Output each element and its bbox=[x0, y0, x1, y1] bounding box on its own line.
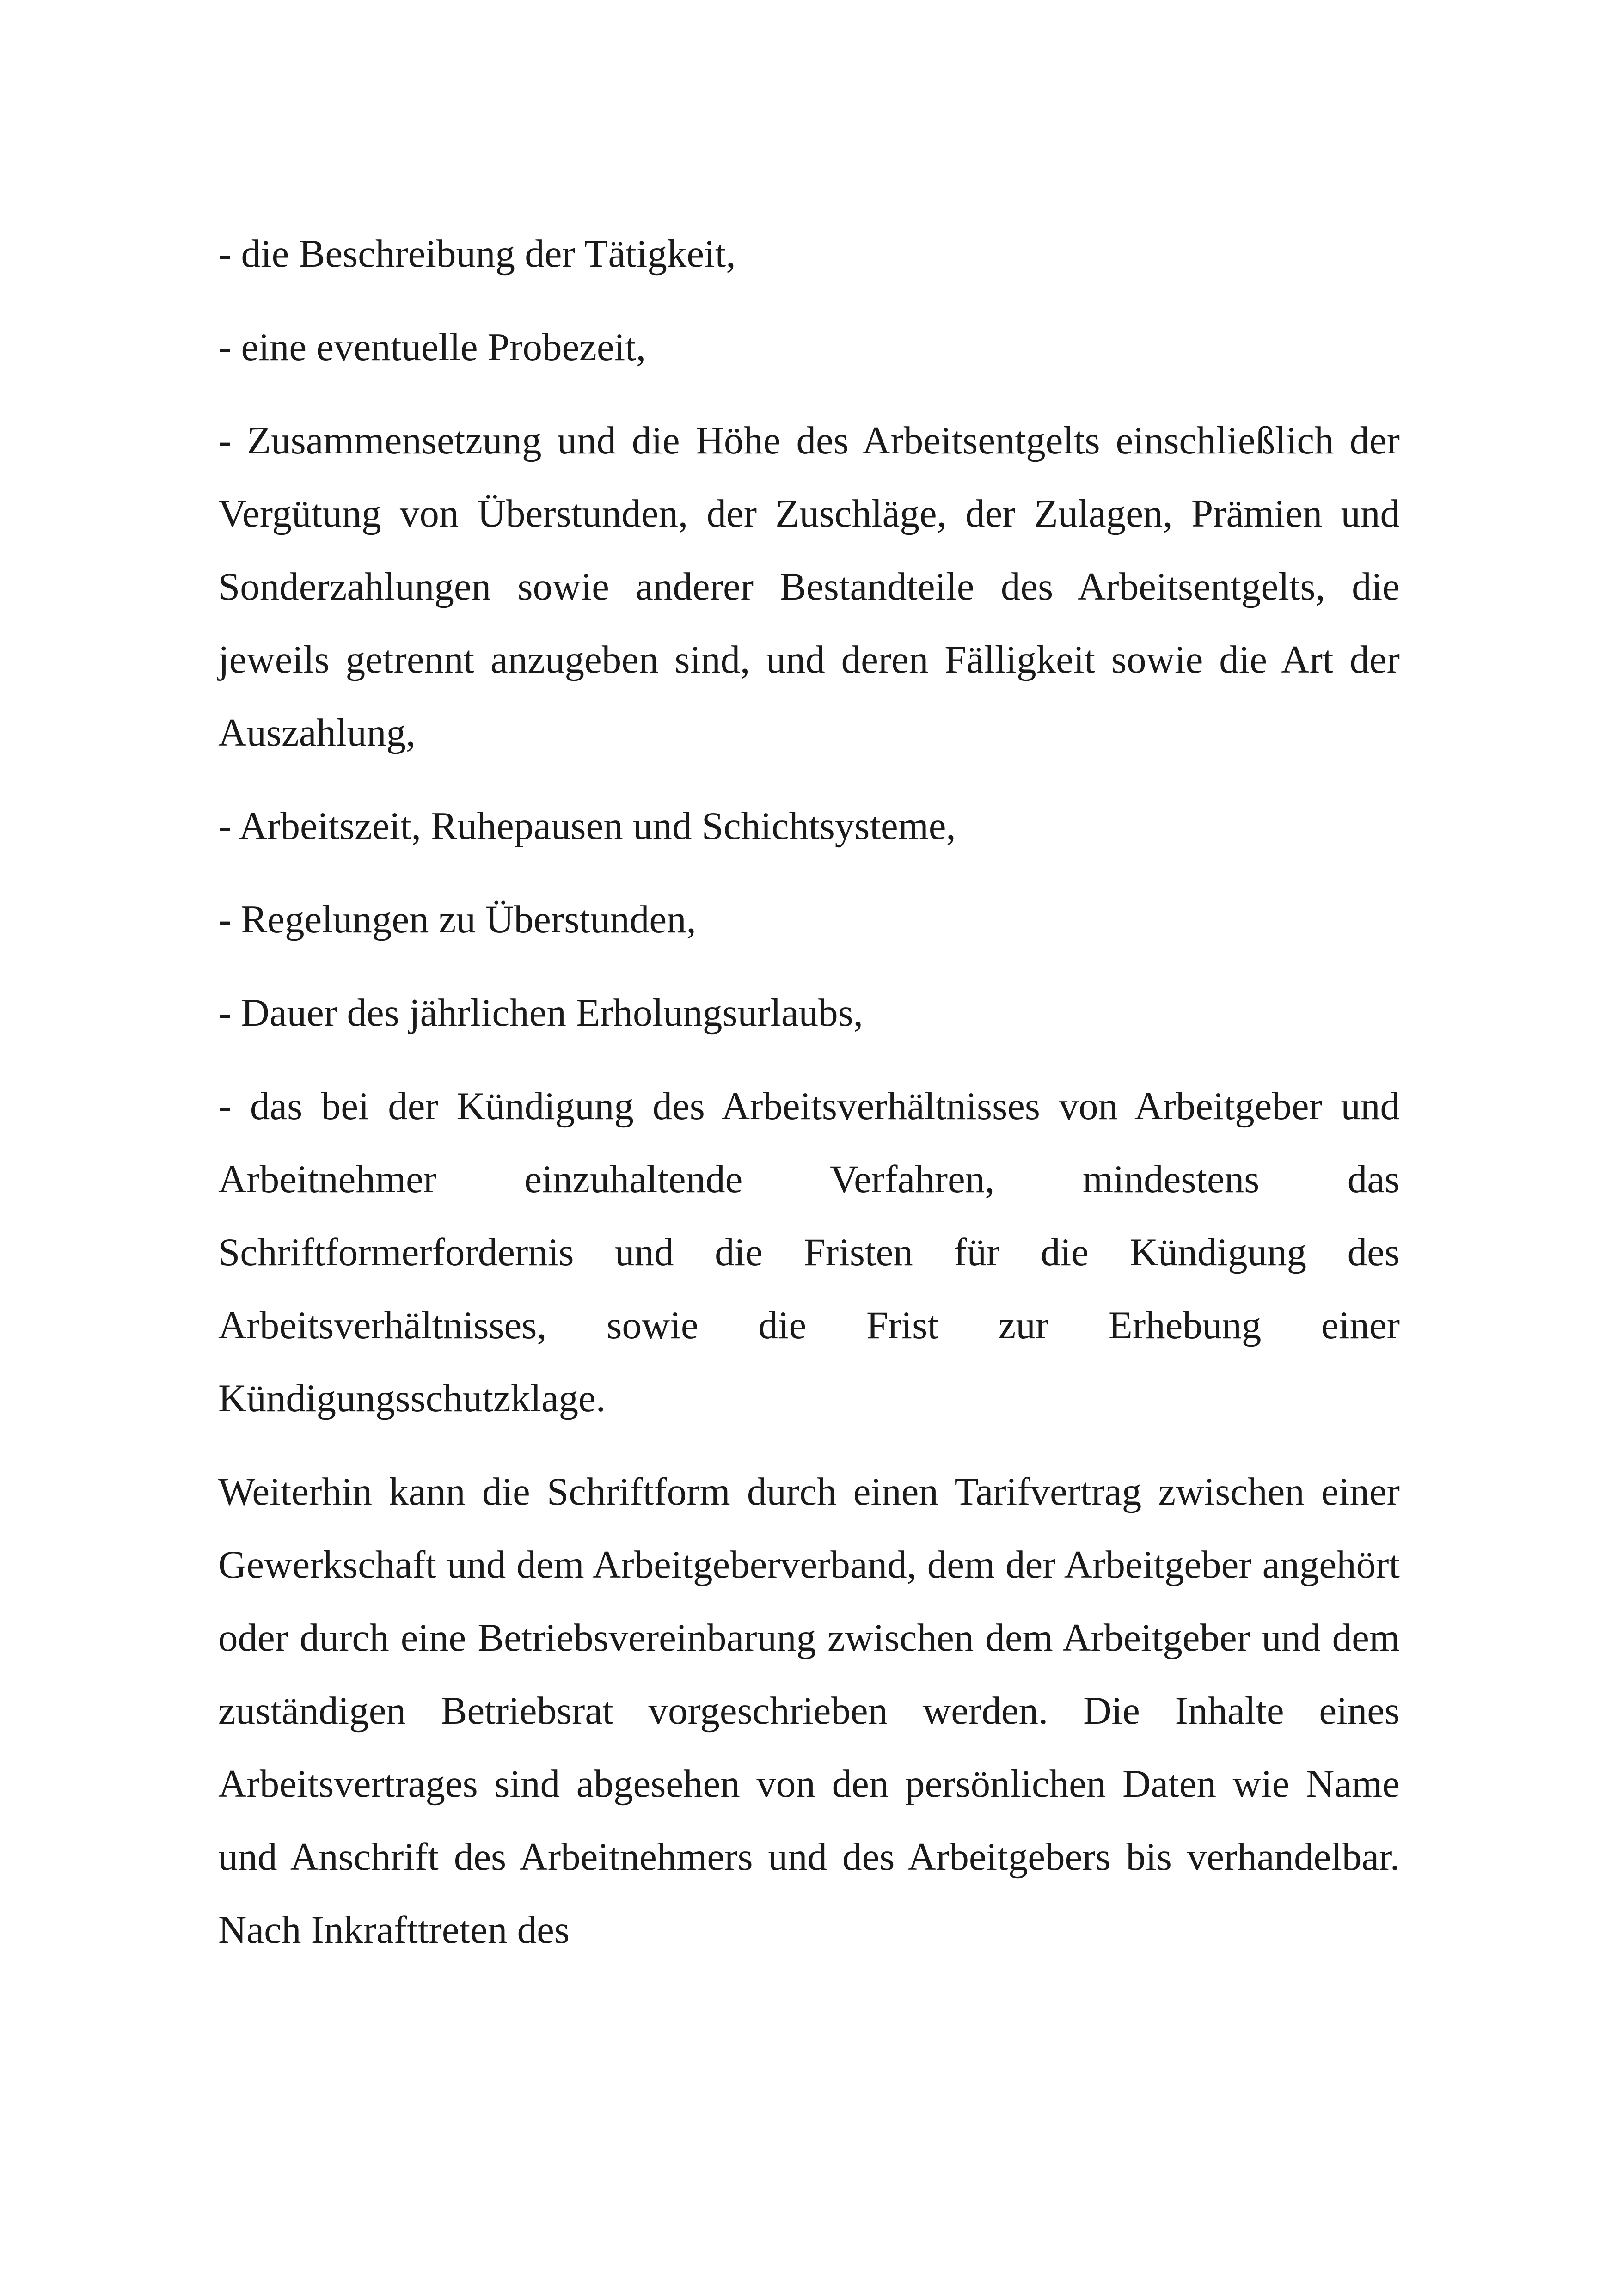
list-item-termination-procedure: - das bei der Kündigung des Arbeitsverhältnisses von Arbeitgeber und Arbeitnehmer einzuhaltende Verfahren, mindestens das Schriftformerfordernis und die Fristen für die Kündigung des Arbeitsverhältnisses, sowie die Frist zur Erhebung einer Kündigungsschutzklage. bbox=[218, 1084, 1400, 1420]
list-item-probation-period: - eine eventuelle Probezeit, bbox=[218, 325, 646, 369]
list-item-overtime-rules: - Regelungen zu Überstunden, bbox=[218, 898, 696, 941]
body-text bbox=[218, 217, 1400, 1987]
list-item-remuneration: - Zusammensetzung und die Höhe des Arbeitsentgelts einschließlich der Vergütung von Überstunden, der Zuschläge, der Zulagen, Prämien und Sonderzahlungen sowie anderer Bestandteile des Arbeitsentgelts, die jeweils getrennt anzugeben sind, und deren Fälligkeit sowie die Art der Auszahlung, bbox=[218, 419, 1400, 754]
list-item-working-time: - Arbeitszeit, Ruhepausen und Schichtsysteme, bbox=[218, 804, 956, 848]
list-item-annual-leave: - Dauer des jährlichen Erholungsurlaubs, bbox=[218, 991, 863, 1035]
list-item-activity-description: - die Beschreibung der Tätigkeit, bbox=[218, 232, 736, 276]
body-paragraph-written-form: Weiterhin kann die Schriftform durch einen Tarifvertrag zwischen einer Gewerkschaft und dem Arbeitgeberverband, dem der Arbeitgeber angehört oder durch eine Betriebsvereinbarung zwischen dem Arbeitgeber und dem zuständigen Betriebsrat vorgeschrieben werden. Die Inhalte eines Arbeitsvertrages sind abgesehen von den persönlichen Daten wie Name und Anschrift des Arbeitnehmers und des Arbeitgebers bis verhandelbar. Nach Inkrafttreten des bbox=[218, 1470, 1400, 1952]
